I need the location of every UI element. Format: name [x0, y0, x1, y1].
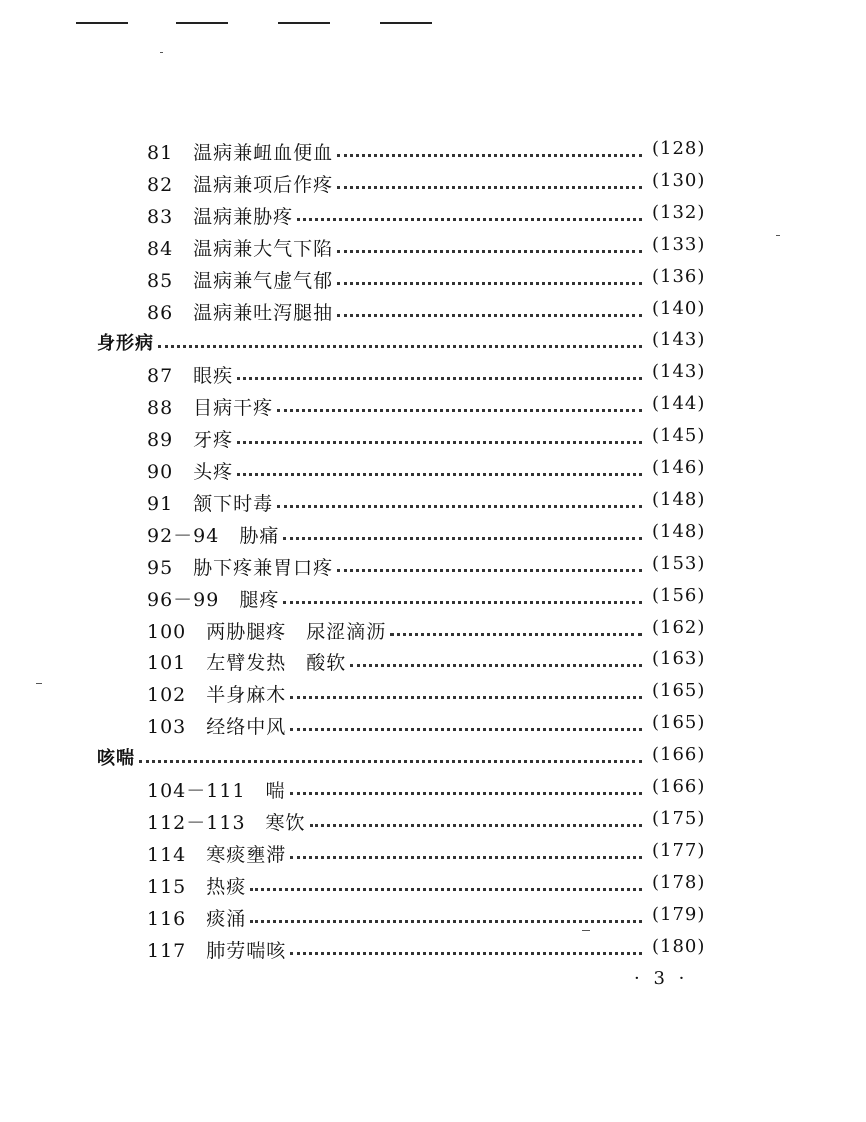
toc-entry-title: 83 温病兼胁疼	[147, 205, 294, 228]
toc-entry-page: (156)	[652, 584, 706, 606]
header-rule	[380, 22, 432, 24]
dot-leader	[250, 920, 642, 923]
dot-leader	[158, 345, 642, 348]
dot-leader	[290, 728, 642, 731]
toc-entry	[0, 134, 866, 166]
toc-entry-title: 115 热痰	[147, 875, 247, 898]
toc-entry-page: (153)	[652, 552, 706, 574]
toc-entry	[0, 294, 866, 326]
toc-entry-title: 84 温病兼大气下陷	[147, 237, 334, 260]
toc-entry-page: (166)	[652, 744, 706, 766]
toc-entry-title: 身形病	[97, 333, 154, 355]
toc-entry-page: (143)	[652, 361, 706, 383]
toc-entry-title: 117 肺劳喘咳	[147, 939, 287, 962]
toc-entry-page: (130)	[652, 169, 706, 191]
toc-section-heading	[0, 325, 866, 357]
toc-entry-title: 87 眼疾	[147, 365, 234, 388]
toc-entry	[0, 772, 866, 804]
toc-entry-page: (146)	[652, 457, 706, 478]
toc-entry-page: (166)	[652, 776, 706, 797]
toc-entry	[0, 804, 866, 836]
toc-entry-title: 81 温病兼衄血便血	[147, 142, 334, 164]
header-rules	[76, 22, 436, 26]
toc-entry	[0, 389, 866, 421]
toc-entry	[0, 421, 866, 453]
header-rule	[176, 22, 228, 24]
toc-section-heading	[0, 740, 866, 772]
toc-entry-title: 咳喘	[97, 748, 135, 770]
toc-entry-title: 86 温病兼吐泻腿抽	[147, 301, 334, 324]
dot-leader	[337, 569, 642, 572]
dot-leader	[283, 537, 642, 540]
header-rule	[278, 22, 330, 24]
toc-entry	[0, 357, 866, 389]
toc-entry-page: (180)	[652, 935, 706, 957]
dot-leader	[337, 314, 642, 317]
toc-entry-title: 101 左臂发热 酸软	[147, 652, 347, 675]
toc-entry-page: (178)	[652, 871, 706, 893]
toc-entry	[0, 485, 866, 517]
dot-leader	[290, 952, 642, 955]
dot-leader	[297, 218, 642, 221]
toc-entry	[0, 708, 866, 740]
toc-entry-title: 88 目病干疼	[147, 397, 274, 420]
dot-leader	[290, 696, 642, 699]
dot-leader	[337, 250, 642, 253]
toc-entry-page: (128)	[652, 138, 706, 159]
toc-entry	[0, 644, 866, 676]
dot-leader	[250, 888, 642, 891]
dot-leader	[310, 824, 642, 827]
toc-entry-page: (165)	[652, 680, 706, 702]
toc-entry	[0, 676, 866, 708]
toc-entry	[0, 581, 866, 613]
toc-entry	[0, 836, 866, 868]
toc-entry	[0, 613, 866, 645]
dot-leader	[337, 154, 642, 157]
toc-entry-page: (165)	[652, 712, 706, 734]
toc-entry-page: (143)	[652, 329, 706, 351]
dot-leader	[139, 760, 642, 763]
toc-entry-page: (148)	[652, 488, 706, 510]
toc-entry	[0, 230, 866, 262]
toc-entry-title: 91 颔下时毒	[147, 492, 274, 515]
dot-leader	[390, 633, 642, 636]
toc-entry	[0, 868, 866, 900]
toc-entry-page: (163)	[652, 648, 706, 670]
dot-leader	[237, 473, 642, 476]
toc-entry-title: 95 胁下疼兼胃口疼	[147, 556, 334, 579]
dot-leader	[237, 377, 642, 380]
dot-leader	[277, 409, 642, 412]
toc-entry-title: 112－113 寒饮	[147, 811, 306, 834]
toc-entry-title: 103 经络中风	[147, 716, 287, 739]
page-number: · 3 ·	[634, 968, 689, 989]
toc-entry-title: 102 半身麻木	[147, 684, 287, 707]
toc-entry-title: 92－94 胁痛	[147, 524, 280, 547]
header-rule	[76, 22, 128, 24]
toc-entry-title: 82 温病兼项后作疼	[147, 173, 334, 196]
dot-leader	[277, 505, 642, 508]
toc-entry	[0, 166, 866, 198]
toc-entry-page: (136)	[652, 265, 706, 287]
toc-entry-page: (144)	[652, 393, 706, 415]
dot-leader	[337, 282, 642, 285]
dot-leader	[283, 601, 642, 604]
toc-entry	[0, 549, 866, 581]
toc-entry-title: 96－99 腿疼	[147, 588, 280, 611]
toc-entry-title: 100 两胁腿疼 尿涩滴沥	[147, 620, 387, 643]
toc-entry-page: (175)	[652, 807, 706, 829]
toc-entry-page: (177)	[652, 839, 706, 861]
toc-entry-page: (133)	[652, 233, 706, 255]
toc-entry-page: (162)	[652, 616, 706, 638]
toc-entry-page: (148)	[652, 520, 706, 542]
toc-entry	[0, 932, 866, 964]
scan-speck	[160, 52, 163, 53]
toc-entry-title: 89 牙疼	[147, 429, 234, 452]
dot-leader	[237, 441, 642, 444]
dot-leader	[290, 792, 642, 795]
toc-entry-page: (179)	[652, 903, 706, 925]
toc-entry-page: (145)	[652, 425, 706, 447]
toc-entry	[0, 517, 866, 549]
dot-leader	[290, 856, 642, 859]
toc-entry	[0, 262, 866, 294]
dot-leader	[337, 186, 642, 189]
toc-entry-title: 114 寒痰壅滞	[147, 843, 287, 866]
toc-entry-title: 85 温病兼气虚气郁	[147, 269, 334, 292]
toc-entry-page: (140)	[652, 297, 706, 319]
toc-entry-page: (132)	[652, 201, 706, 223]
toc-entry	[0, 900, 866, 932]
toc-entry	[0, 198, 866, 230]
dot-leader	[350, 664, 642, 667]
toc-entry-title: 116 痰涌	[147, 907, 247, 930]
toc-entry-title: 104－111 喘	[147, 780, 286, 802]
toc-entry-title: 90 头疼	[147, 461, 234, 483]
toc-entry	[0, 453, 866, 485]
